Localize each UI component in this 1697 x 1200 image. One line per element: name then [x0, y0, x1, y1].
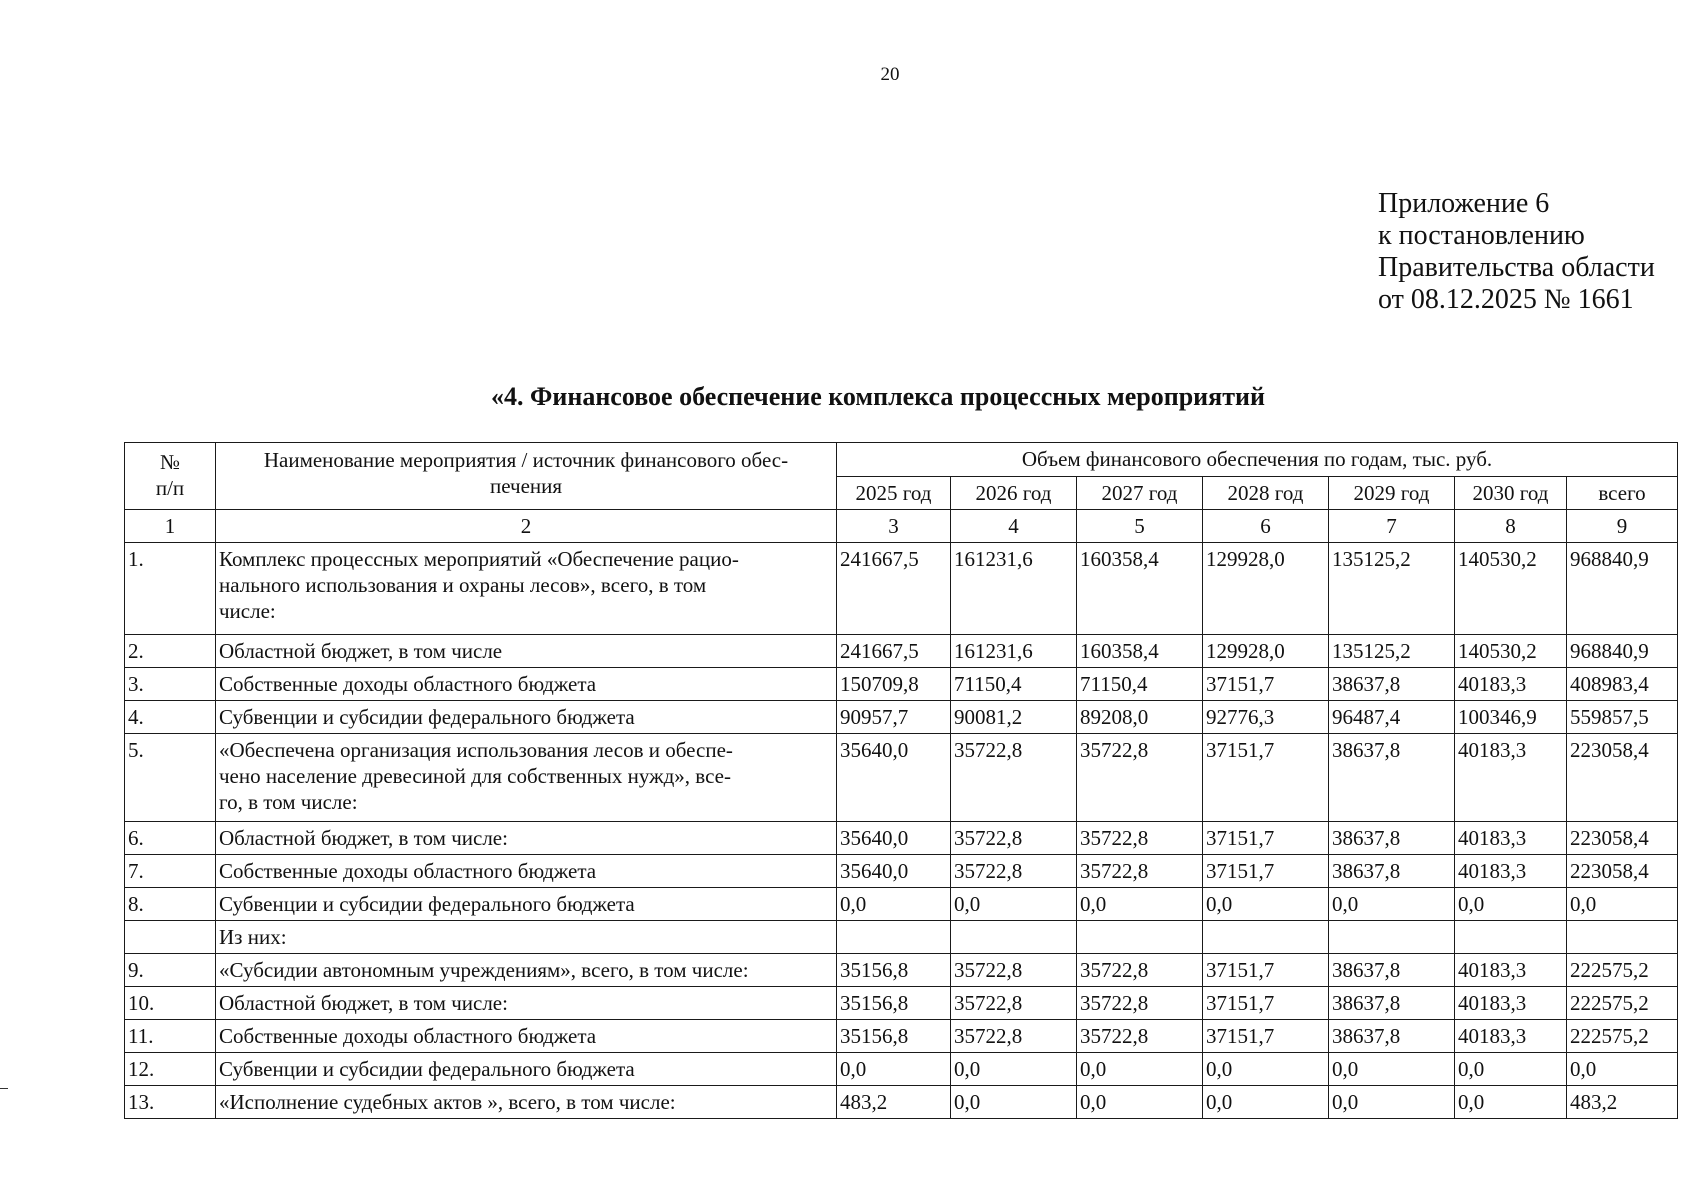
row-value: 92776,3 [1203, 701, 1329, 734]
table-row [125, 822, 1678, 855]
row-value: 222575,2 [1567, 954, 1678, 987]
row-value: 40183,3 [1455, 822, 1567, 855]
header-year: 2028 год [1203, 477, 1329, 510]
row-number: 11. [125, 1020, 216, 1053]
column-index: 2 [216, 510, 837, 543]
column-index: 8 [1455, 510, 1567, 543]
row-value: 38637,8 [1329, 734, 1455, 822]
row-name: Собственные доходы областного бюджета [216, 668, 837, 701]
column-index: 1 [125, 510, 216, 543]
row-value: 35722,8 [1077, 734, 1203, 822]
row-value: 35640,0 [837, 855, 951, 888]
row-value: 35156,8 [837, 987, 951, 1020]
table-row [125, 888, 1678, 921]
header-year: всего [1567, 477, 1678, 510]
row-value: 140530,2 [1455, 635, 1567, 668]
row-value: 37151,7 [1203, 668, 1329, 701]
row-number: 10. [125, 987, 216, 1020]
row-value: 38637,8 [1329, 987, 1455, 1020]
row-value: 40183,3 [1455, 1020, 1567, 1053]
row-number [125, 921, 216, 954]
row-value: 35640,0 [837, 822, 951, 855]
header-year: 2025 год [837, 477, 951, 510]
row-value: 90957,7 [837, 701, 951, 734]
row-value: 483,2 [837, 1086, 951, 1119]
row-value: 241667,5 [837, 635, 951, 668]
column-index-row [125, 510, 1678, 543]
row-value: 0,0 [951, 888, 1077, 921]
row-value: 408983,4 [1567, 668, 1678, 701]
row-value: 37151,7 [1203, 954, 1329, 987]
table-row [125, 701, 1678, 734]
row-value: 35156,8 [837, 1020, 951, 1053]
row-value: 38637,8 [1329, 1020, 1455, 1053]
table-row [125, 1020, 1678, 1053]
row-value: 0,0 [1329, 1053, 1455, 1086]
row-name: Субвенции и субсидии федерального бюджета [216, 888, 837, 921]
row-value [1455, 921, 1567, 954]
header-year: 2030 год [1455, 477, 1567, 510]
row-name: Областной бюджет, в том числе [216, 635, 837, 668]
row-value: 0,0 [951, 1086, 1077, 1119]
appendix-block [1378, 188, 1655, 316]
column-index: 7 [1329, 510, 1455, 543]
row-value: 0,0 [837, 888, 951, 921]
row-value: 40183,3 [1455, 987, 1567, 1020]
row-number: 13. [125, 1086, 216, 1119]
row-value: 559857,5 [1567, 701, 1678, 734]
row-number: 2. [125, 635, 216, 668]
row-value: 40183,3 [1455, 668, 1567, 701]
row-value: 35722,8 [951, 987, 1077, 1020]
row-value: 483,2 [1567, 1086, 1678, 1119]
row-value: 0,0 [1203, 888, 1329, 921]
row-number: 5. [125, 734, 216, 822]
column-index: 3 [837, 510, 951, 543]
row-value: 71150,4 [951, 668, 1077, 701]
header-year: 2029 год [1329, 477, 1455, 510]
financing-table [124, 442, 1678, 1119]
row-value [837, 921, 951, 954]
row-value: 35722,8 [951, 1020, 1077, 1053]
row-value: 222575,2 [1567, 987, 1678, 1020]
appendix-line: Приложение 6 [1378, 188, 1550, 219]
row-value [1567, 921, 1678, 954]
table-row [125, 668, 1678, 701]
row-value: 35640,0 [837, 734, 951, 822]
row-number: 6. [125, 822, 216, 855]
row-value: 35722,8 [1077, 987, 1203, 1020]
row-value: 35722,8 [1077, 1020, 1203, 1053]
row-value: 0,0 [1077, 888, 1203, 921]
row-value: 968840,9 [1567, 543, 1678, 635]
row-value: 89208,0 [1077, 701, 1203, 734]
row-value: 0,0 [1455, 1053, 1567, 1086]
row-value: 223058,4 [1567, 855, 1678, 888]
row-value: 35722,8 [951, 855, 1077, 888]
row-value: 0,0 [1329, 888, 1455, 921]
row-value [1077, 921, 1203, 954]
table-body [125, 543, 1678, 1119]
row-value: 150709,8 [837, 668, 951, 701]
row-value: 0,0 [1455, 1086, 1567, 1119]
row-value [1203, 921, 1329, 954]
row-value: 37151,7 [1203, 822, 1329, 855]
row-name: Комплекс процессных мероприятий «Обеспечение рацио- нального использования и охраны лесов», всего, в том числе: [216, 543, 837, 635]
row-value: 0,0 [1329, 1086, 1455, 1119]
row-value: 0,0 [951, 1053, 1077, 1086]
row-name: «Субсидии автономным учреждениям», всего, в том числе: [216, 954, 837, 987]
row-value: 0,0 [1203, 1053, 1329, 1086]
table-row [125, 987, 1678, 1020]
row-value: 0,0 [837, 1053, 951, 1086]
row-value: 241667,5 [837, 543, 951, 635]
row-value: 100346,9 [1455, 701, 1567, 734]
table-row [125, 635, 1678, 668]
row-value: 161231,6 [951, 635, 1077, 668]
header-number: № п/п [125, 443, 216, 510]
row-number: 7. [125, 855, 216, 888]
row-value: 38637,8 [1329, 855, 1455, 888]
row-name: Собственные доходы областного бюджета [216, 855, 837, 888]
row-number: 3. [125, 668, 216, 701]
row-value: 135125,2 [1329, 635, 1455, 668]
row-value: 135125,2 [1329, 543, 1455, 635]
table-row [125, 1053, 1678, 1086]
table-row [125, 921, 1678, 954]
row-name: Субвенции и субсидии федерального бюджета [216, 1053, 837, 1086]
row-value: 160358,4 [1077, 543, 1203, 635]
row-value: 0,0 [1567, 888, 1678, 921]
row-value: 35156,8 [837, 954, 951, 987]
row-value: 35722,8 [1077, 822, 1203, 855]
row-number: 1. [125, 543, 216, 635]
document-title: «4. Финансовое обеспечение комплекса процессных мероприятий [491, 382, 1265, 411]
row-value: 38637,8 [1329, 668, 1455, 701]
row-value: 71150,4 [1077, 668, 1203, 701]
row-value: 160358,4 [1077, 635, 1203, 668]
appendix-line: к постановлению [1378, 220, 1585, 251]
header-year: 2027 год [1077, 477, 1203, 510]
row-value: 222575,2 [1567, 1020, 1678, 1053]
column-index: 4 [951, 510, 1077, 543]
row-value [951, 921, 1077, 954]
table-row [125, 543, 1678, 635]
row-value: 0,0 [1077, 1086, 1203, 1119]
header-name: Наименование мероприятия / источник финансового обес- печения [216, 443, 837, 510]
row-name: «Обеспечена организация использования лесов и обеспе- чено население древесиной для собственных нужд», все- го, в том числе: [216, 734, 837, 822]
row-name: Областной бюджет, в том числе: [216, 822, 837, 855]
row-value: 161231,6 [951, 543, 1077, 635]
row-name: Собственные доходы областного бюджета [216, 1020, 837, 1053]
table-row [125, 855, 1678, 888]
row-value: 35722,8 [951, 734, 1077, 822]
row-value: 40183,3 [1455, 734, 1567, 822]
row-value: 140530,2 [1455, 543, 1567, 635]
margin-mark [0, 1088, 8, 1089]
table-row [125, 1086, 1678, 1119]
column-index: 6 [1203, 510, 1329, 543]
table-row [125, 734, 1678, 822]
row-number: 9. [125, 954, 216, 987]
row-value: 35722,8 [951, 954, 1077, 987]
row-value: 129928,0 [1203, 543, 1329, 635]
column-index: 9 [1567, 510, 1678, 543]
appendix-line: Правительства области [1378, 252, 1655, 283]
table-row [125, 954, 1678, 987]
column-index: 5 [1077, 510, 1203, 543]
row-value: 35722,8 [1077, 954, 1203, 987]
row-value: 223058,4 [1567, 734, 1678, 822]
row-number: 12. [125, 1053, 216, 1086]
row-value: 37151,7 [1203, 987, 1329, 1020]
row-number: 8. [125, 888, 216, 921]
header-year: 2026 год [951, 477, 1077, 510]
row-value: 35722,8 [951, 822, 1077, 855]
row-value: 0,0 [1455, 888, 1567, 921]
row-value: 37151,7 [1203, 855, 1329, 888]
row-value: 38637,8 [1329, 954, 1455, 987]
row-value: 40183,3 [1455, 855, 1567, 888]
row-value: 96487,4 [1329, 701, 1455, 734]
row-name: Из них: [216, 921, 837, 954]
page-number: 20 [880, 64, 900, 85]
row-value: 37151,7 [1203, 734, 1329, 822]
row-value: 223058,4 [1567, 822, 1678, 855]
row-value: 968840,9 [1567, 635, 1678, 668]
row-value: 90081,2 [951, 701, 1077, 734]
row-number: 4. [125, 701, 216, 734]
row-value: 38637,8 [1329, 822, 1455, 855]
row-value: 40183,3 [1455, 954, 1567, 987]
header-volume: Объем финансового обеспечения по годам, тыс. руб. [837, 443, 1678, 477]
row-value: 0,0 [1203, 1086, 1329, 1119]
row-value: 129928,0 [1203, 635, 1329, 668]
row-value: 35722,8 [1077, 855, 1203, 888]
row-name: Субвенции и субсидии федерального бюджета [216, 701, 837, 734]
row-value: 0,0 [1077, 1053, 1203, 1086]
row-value: 37151,7 [1203, 1020, 1329, 1053]
row-value [1329, 921, 1455, 954]
row-name: «Исполнение судебных актов », всего, в том числе: [216, 1086, 837, 1119]
appendix-line: от 08.12.2025 № 1661 [1378, 284, 1634, 315]
row-name: Областной бюджет, в том числе: [216, 987, 837, 1020]
row-value: 0,0 [1567, 1053, 1678, 1086]
